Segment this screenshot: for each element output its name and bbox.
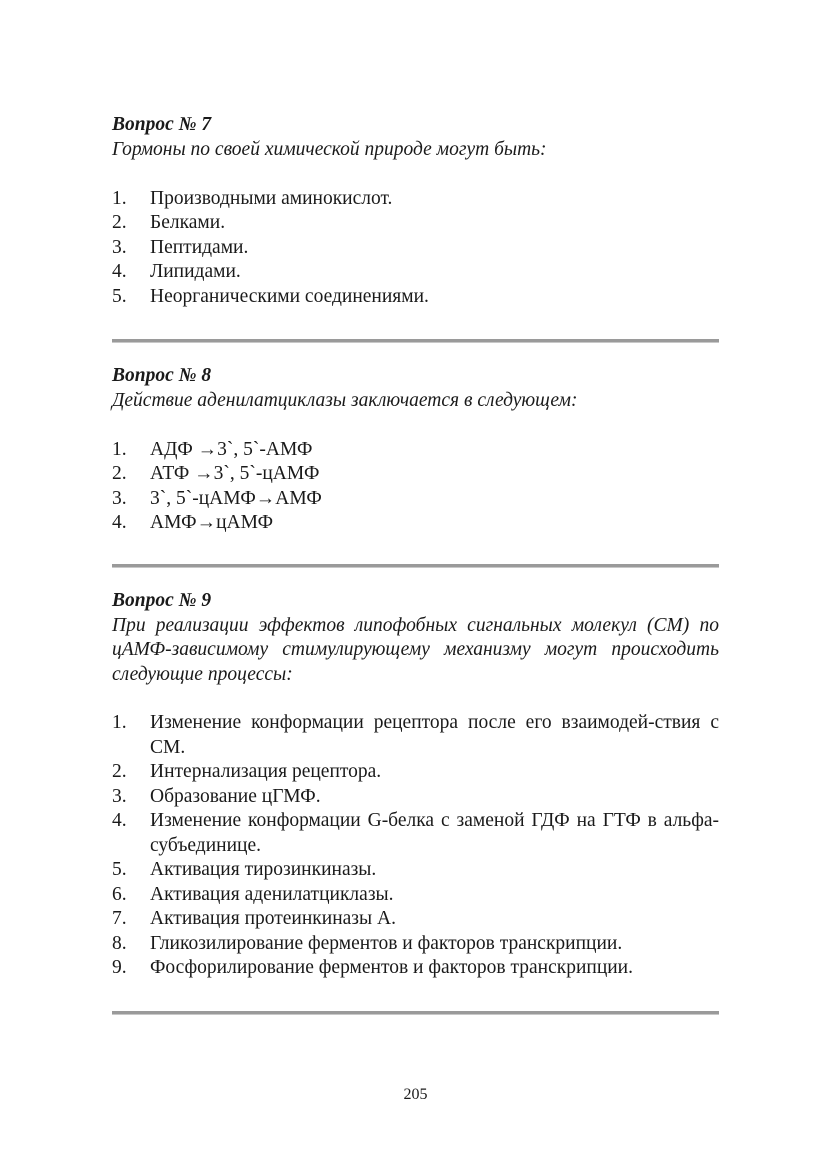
- answer-item: [112, 785, 719, 810]
- document-page: [112, 112, 719, 1015]
- question-9: [112, 588, 719, 981]
- section-divider: [112, 564, 719, 568]
- answer-text: АМФ→цАМФ: [150, 512, 274, 533]
- question-8: [112, 363, 719, 536]
- answer-text: Изменение конформации рецептора после его взаимодей-ствия с СМ.: [150, 712, 719, 758]
- answer-number: 6.: [112, 883, 127, 905]
- answer-text: Активация тирозинкиназы.: [150, 859, 377, 880]
- answer-number: 7.: [112, 908, 127, 929]
- answer-text: Активация протеинкиназы А.: [150, 908, 396, 929]
- section-divider: [112, 339, 719, 343]
- answer-number: 3.: [112, 785, 127, 807]
- answer-text: Неорганическими соединениями.: [150, 285, 429, 307]
- answer-item: [112, 809, 719, 858]
- section-divider: [112, 1011, 719, 1015]
- answer-text: Производными аминокислот.: [150, 187, 393, 209]
- answer-item: [112, 932, 719, 957]
- answer-text: Липидами.: [150, 261, 241, 282]
- answer-item: [112, 511, 719, 536]
- answer-text: Изменение конформации G-белка с заменой ГДФ на ГТФ в альфа-субъединице.: [150, 810, 719, 856]
- answer-item: [112, 462, 719, 487]
- question-text: Гормоны по своей химической природе могут быть:: [112, 139, 547, 160]
- answer-number: 4.: [112, 261, 127, 282]
- answer-item: [112, 260, 719, 285]
- answer-number: 4.: [112, 810, 127, 831]
- answer-number: 4.: [112, 512, 127, 533]
- answer-text: 3`, 5`-цАМФ→АМФ: [150, 487, 322, 509]
- answer-item: [112, 883, 719, 908]
- answer-item: [112, 956, 719, 981]
- answer-text: АДФ →3`, 5`-АМФ: [150, 438, 313, 460]
- answer-list: [112, 711, 719, 981]
- answer-number: 3.: [112, 487, 127, 509]
- question-title: Вопрос № 8: [112, 365, 212, 386]
- answer-text: Фосфорилирование ферментов и факторов транскрипции.: [150, 957, 633, 978]
- answer-text: Белками.: [150, 212, 226, 233]
- answer-number: 1.: [112, 712, 127, 733]
- answer-item: [112, 907, 719, 932]
- page-number: 205: [403, 1086, 428, 1103]
- answer-list: [112, 187, 719, 310]
- answer-item: [112, 285, 719, 310]
- answer-number: 2.: [112, 212, 127, 233]
- answer-list: [112, 438, 719, 536]
- answer-item: [112, 211, 719, 236]
- answer-number: 9.: [112, 957, 127, 978]
- answer-item: [112, 711, 719, 760]
- question-title: Вопрос № 9: [112, 589, 212, 611]
- answer-item: [112, 858, 719, 883]
- answer-number: 3.: [112, 236, 127, 258]
- answer-item: [112, 438, 719, 463]
- answer-number: 8.: [112, 932, 127, 954]
- question-title: Вопрос № 7: [112, 114, 212, 135]
- answer-number: 2.: [112, 761, 127, 782]
- answer-item: [112, 760, 719, 785]
- answer-number: 1.: [112, 187, 127, 209]
- answer-number: 2.: [112, 463, 127, 484]
- answer-text: Интернализация рецептора.: [150, 761, 382, 782]
- answer-item: [112, 487, 719, 512]
- question-text: При реализации эффектов липофобных сигнальных молекул (СМ) по цАМФ-зависимому стимулирующему механизму могут происходить следующие процессы:: [112, 614, 719, 685]
- answer-text: Образование цГМФ.: [150, 785, 321, 807]
- answer-text: Пептидами.: [150, 236, 249, 258]
- answer-number: 5.: [112, 285, 127, 307]
- answer-text: АТФ →3`, 5`-цАМФ: [150, 463, 320, 484]
- answer-number: 5.: [112, 859, 127, 880]
- answer-item: [112, 187, 719, 212]
- answer-item: [112, 236, 719, 261]
- answer-number: 1.: [112, 438, 127, 460]
- question-7: [112, 112, 719, 309]
- answer-text: Активация аденилатциклазы.: [150, 883, 394, 905]
- question-text: Действие аденилатциклазы заключается в следующем:: [112, 390, 578, 411]
- answer-text: Гликозилирование ферментов и факторов транскрипции.: [150, 932, 623, 954]
